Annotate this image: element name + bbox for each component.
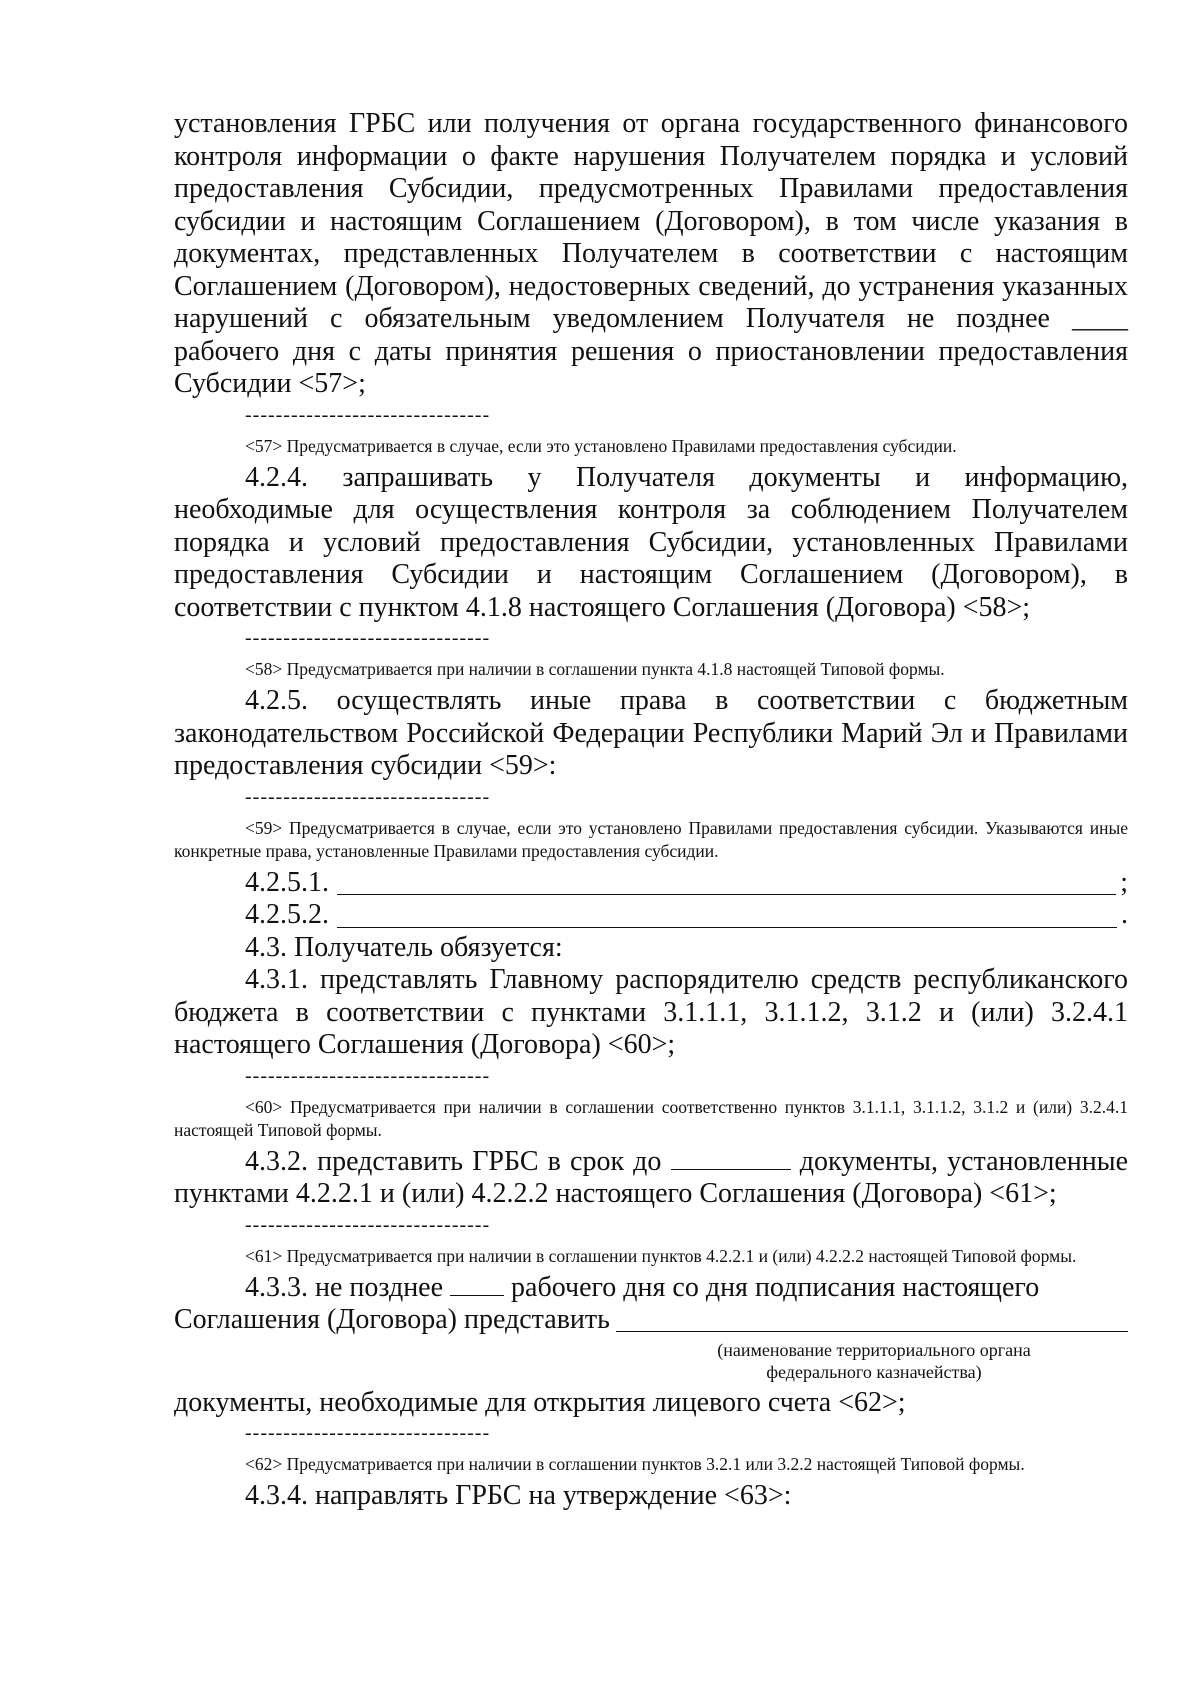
item-4-2-5-2 (174, 899, 1128, 932)
footnote-separator: -------------------------------- (245, 786, 491, 808)
footnote-60: <60> Предусматривается при наличии в соглашении соответственно пунктов 3.1.1.1, 3.1.1.2, 3.1.2 и (или) 3.2.4.1 настоящей Типовой формы. (174, 1096, 1128, 1140)
treasury-body-name-field[interactable] (616, 1307, 1128, 1332)
item-4-2-5-1-end: ; (1120, 866, 1128, 898)
footnote-separator: -------------------------------- (245, 1214, 491, 1236)
item-4-2-5-1 (174, 867, 1128, 900)
item-4-2-5-1-fill-field[interactable] (337, 870, 1116, 895)
item-4-3-3-text-start: 4.3.3. не позднее (245, 1271, 444, 1303)
item-4-3-1: 4.3.1. представлять Главному распорядителю средств республиканского бюджета в соответствии с пунктами 3.1.1.1, 3.1.1.2, 3.1.2 и (или) 3.2.4.1 настоящего Соглашения (Договора) <60>; (174, 964, 1128, 1060)
item-4-3-3-text-end: рабочего дня со дня подписания настоящего (511, 1271, 1040, 1303)
field-caption-line2: федерального казначейства) (766, 1361, 982, 1382)
item-4-2-5-2-fill-field[interactable] (337, 903, 1117, 928)
item-4-2-4: 4.2.4. запрашивать у Получателя документы и информацию, необходимые для осуществления контроля за соблюдением Получателем порядка и условий предоставления Субсидии, установленных Правилами предоставления Субсидии и настоящим Соглашением (Договором), в соответствии с пунктом 4.1.8 настоящего Соглашения (Договора) <58>; (174, 461, 1128, 623)
footnote-separator: -------------------------------- (245, 628, 491, 649)
footnote-62: <62> Предусматривается при наличии в соглашении пунктов 3.2.1 или 3.2.2 настоящей Типовой формы. (245, 1454, 1025, 1474)
item-4-3-3-representation-line (174, 1304, 1128, 1337)
footnote-58: <58> Предусматривается при наличии в соглашении пункта 4.1.8 настоящей Типовой формы. (245, 659, 945, 679)
item-4-3-3-line2: Соглашения (Договора) представить (174, 1304, 610, 1335)
item-4-3-3 (174, 1272, 1128, 1305)
item-4-2-5: 4.2.5. осуществлять иные права в соответствии с бюджетным законодательством Российской Федерации Республики Марий Эл и Правилами предоставления субсидии <59>: (174, 685, 1128, 781)
footnote-59: <59> Предусматривается в случае, если это установлено Правилами предоставления субсидии. Указываются иные конкретные права, установленные Правилами предоставления субсидии. (174, 817, 1128, 861)
footnote-57: <57> Предусматривается в случае, если это установлено Правилами предоставления субсидии. (245, 435, 957, 456)
footnote-separator: -------------------------------- (245, 404, 491, 426)
item-4-3-2-text-start: 4.3.2. представить ГРБС в срок до (245, 1145, 662, 1177)
paragraph-continuation: установления ГРБС или получения от органа государственного финансового контроля информации о факте нарушения Получателем порядка и условий предоставления Субсидии, предусмотренных Правилами предоставления субсидии и настоящим Соглашением (Договором), в том числе указания в документах, представленных Получателем в соответствии с настоящим Соглашением (Договором), недостоверных сведений, до устранения указанных нарушений с обязательным уведомлением Получателя не позднее ____ рабочего дня с даты принятия решения о приостановлении предоставления Субсидии <57>; (174, 108, 1128, 399)
document-page (174, 108, 1128, 1513)
item-4-3-2 (174, 1146, 1128, 1211)
item-4-3-3-line3: документы, необходимые для открытия лицевого счета <62>; (174, 1386, 906, 1418)
footnote-separator: -------------------------------- (245, 1065, 491, 1087)
item-4-3: 4.3. Получатель обязуется: (245, 931, 563, 963)
field-caption (620, 1339, 1128, 1383)
item-4-2-5-1-number: 4.2.5.1. (245, 866, 329, 898)
item-4-3-4: 4.3.4. направлять ГРБС на утверждение <63>: (245, 1480, 792, 1511)
item-4-3-2-text-end: документы, установленные пунктами 4.2.2.1 и (или) 4.2.2.2 настоящего Соглашения (Договора) <61>; (174, 1145, 1128, 1209)
deadline-date-field[interactable] (671, 1147, 791, 1170)
footnote-separator: -------------------------------- (245, 1423, 491, 1444)
field-caption-line1: (наименование территориального органа (717, 1339, 1031, 1360)
item-4-2-5-2-end: . (1121, 899, 1128, 930)
working-day-count-field[interactable] (450, 1273, 504, 1296)
footnote-61: <61> Предусматривается при наличии в соглашении пунктов 4.2.2.1 и (или) 4.2.2.2 настоящей Типовой формы. (245, 1245, 1077, 1266)
item-4-2-5-2-number: 4.2.5.2. (245, 899, 329, 930)
